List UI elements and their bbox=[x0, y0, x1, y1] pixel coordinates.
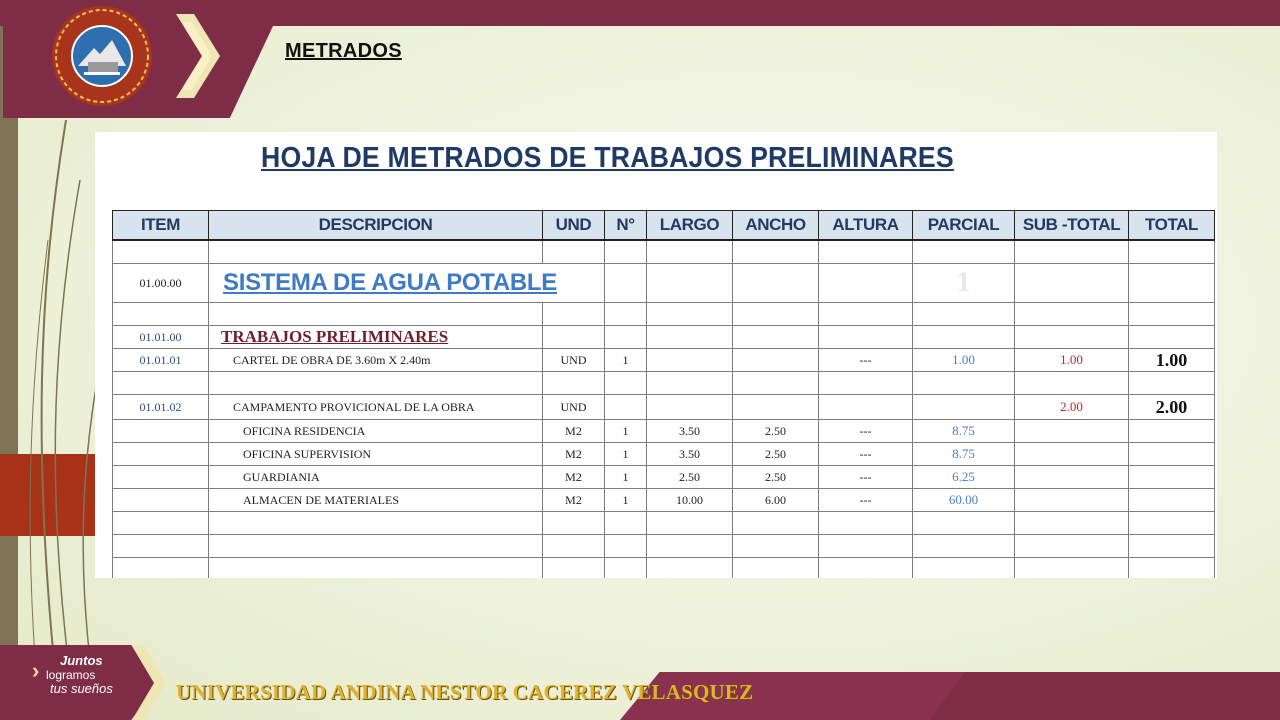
slogan bbox=[30, 654, 113, 696]
parcial-cell: 8.75 bbox=[913, 443, 1015, 466]
metrados-sheet bbox=[95, 132, 1217, 578]
largo-cell: 10.00 bbox=[647, 489, 733, 512]
column-header-total: TOTAL bbox=[1129, 211, 1215, 241]
chevron-decoration-icon bbox=[172, 14, 222, 98]
metrados-table bbox=[112, 210, 1215, 578]
column-header-parcial: PARCIAL bbox=[913, 211, 1015, 241]
n-cell: 1 bbox=[605, 349, 647, 372]
und-cell: M2 bbox=[543, 466, 605, 489]
ancho-cell: 2.50 bbox=[733, 443, 819, 466]
und-cell: UND bbox=[543, 395, 605, 420]
altura-cell: --- bbox=[819, 443, 913, 466]
table-row bbox=[113, 264, 1215, 303]
description-cell: CARTEL DE OBRA DE 3.60m X 2.40m bbox=[209, 349, 543, 372]
n-cell: 1 bbox=[605, 420, 647, 443]
slogan-line-3: tus sueños bbox=[50, 681, 113, 696]
table-row bbox=[113, 326, 1215, 349]
subtotal-cell: 2.00 bbox=[1015, 395, 1129, 420]
parcial-cell: 1 bbox=[913, 264, 1015, 303]
table-row bbox=[113, 395, 1215, 420]
column-header-descripcion: DESCRIPCION bbox=[209, 211, 543, 241]
section-title: SISTEMA DE AGUA POTABLE bbox=[209, 264, 605, 303]
ancho-cell: 6.00 bbox=[733, 489, 819, 512]
footer-university-name: UNIVERSIDAD ANDINA NESTOR CACEREZ VELASQUEZ bbox=[176, 680, 754, 704]
subtotal-cell: 1.00 bbox=[1015, 349, 1129, 372]
table-row bbox=[113, 489, 1215, 512]
n-cell: 1 bbox=[605, 466, 647, 489]
table-row bbox=[113, 240, 1215, 264]
subsection-title: TRABAJOS PRELIMINARES bbox=[209, 326, 543, 349]
parcial-cell: 60.00 bbox=[913, 489, 1015, 512]
und-cell: M2 bbox=[543, 420, 605, 443]
table-row bbox=[113, 349, 1215, 372]
description-cell: CAMPAMENTO PROVICIONAL DE LA OBRA bbox=[209, 395, 543, 420]
column-header-item: ITEM bbox=[113, 211, 209, 241]
table-row bbox=[113, 420, 1215, 443]
und-cell: UND bbox=[543, 349, 605, 372]
parcial-cell: 8.75 bbox=[913, 420, 1015, 443]
column-header-largo: LARGO bbox=[647, 211, 733, 241]
item-code: 01.01.01 bbox=[113, 349, 209, 372]
n-cell: 1 bbox=[605, 443, 647, 466]
table-row bbox=[113, 303, 1215, 326]
description-cell: GUARDIANIA bbox=[209, 466, 543, 489]
table-row bbox=[113, 512, 1215, 535]
description-cell: OFICINA RESIDENCIA bbox=[209, 420, 543, 443]
description-cell: OFICINA SUPERVISION bbox=[209, 443, 543, 466]
table-row bbox=[113, 443, 1215, 466]
sheet-title: HOJA DE METRADOS DE TRABAJOS PRELIMINARES bbox=[261, 142, 954, 174]
und-cell: M2 bbox=[543, 489, 605, 512]
largo-cell: 3.50 bbox=[647, 443, 733, 466]
ancho-cell: 2.50 bbox=[733, 420, 819, 443]
table-header-row bbox=[113, 211, 1215, 241]
footer-bar-right bbox=[930, 672, 1280, 720]
item-code: 01.01.02 bbox=[113, 395, 209, 420]
table-row bbox=[113, 466, 1215, 489]
chevron-right-icon: › bbox=[32, 658, 40, 683]
table-row bbox=[113, 558, 1215, 579]
n-cell: 1 bbox=[605, 489, 647, 512]
column-header-n: N° bbox=[605, 211, 647, 241]
largo-cell: 2.50 bbox=[647, 466, 733, 489]
slogan-line-1: Juntos bbox=[60, 653, 103, 668]
largo-cell: 3.50 bbox=[647, 420, 733, 443]
altura-cell: --- bbox=[819, 466, 913, 489]
item-code: 01.01.00 bbox=[113, 326, 209, 349]
total-cell: 2.00 bbox=[1129, 395, 1215, 420]
column-header-ancho: ANCHO bbox=[733, 211, 819, 241]
description-cell: ALMACEN DE MATERIALES bbox=[209, 489, 543, 512]
altura-cell: --- bbox=[819, 349, 913, 372]
parcial-cell: 1.00 bbox=[913, 349, 1015, 372]
total-cell: 1.00 bbox=[1129, 349, 1215, 372]
column-header-altura: ALTURA bbox=[819, 211, 913, 241]
chevron-decoration-icon bbox=[126, 646, 168, 720]
item-code: 01.00.00 bbox=[113, 264, 209, 303]
table-row bbox=[113, 535, 1215, 558]
altura-cell: --- bbox=[819, 489, 913, 512]
altura-cell: --- bbox=[819, 420, 913, 443]
ancho-cell: 2.50 bbox=[733, 466, 819, 489]
slide-title: METRADOS bbox=[285, 40, 402, 62]
ingenieria-civil-uancv-logo bbox=[48, 4, 156, 108]
column-header-subtotal: SUB -TOTAL bbox=[1015, 211, 1129, 241]
und-cell: M2 bbox=[543, 443, 605, 466]
slogan-line-2: logramos bbox=[46, 668, 96, 682]
column-header-und: UND bbox=[543, 211, 605, 241]
table-row bbox=[113, 372, 1215, 395]
parcial-cell: 6.25 bbox=[913, 466, 1015, 489]
